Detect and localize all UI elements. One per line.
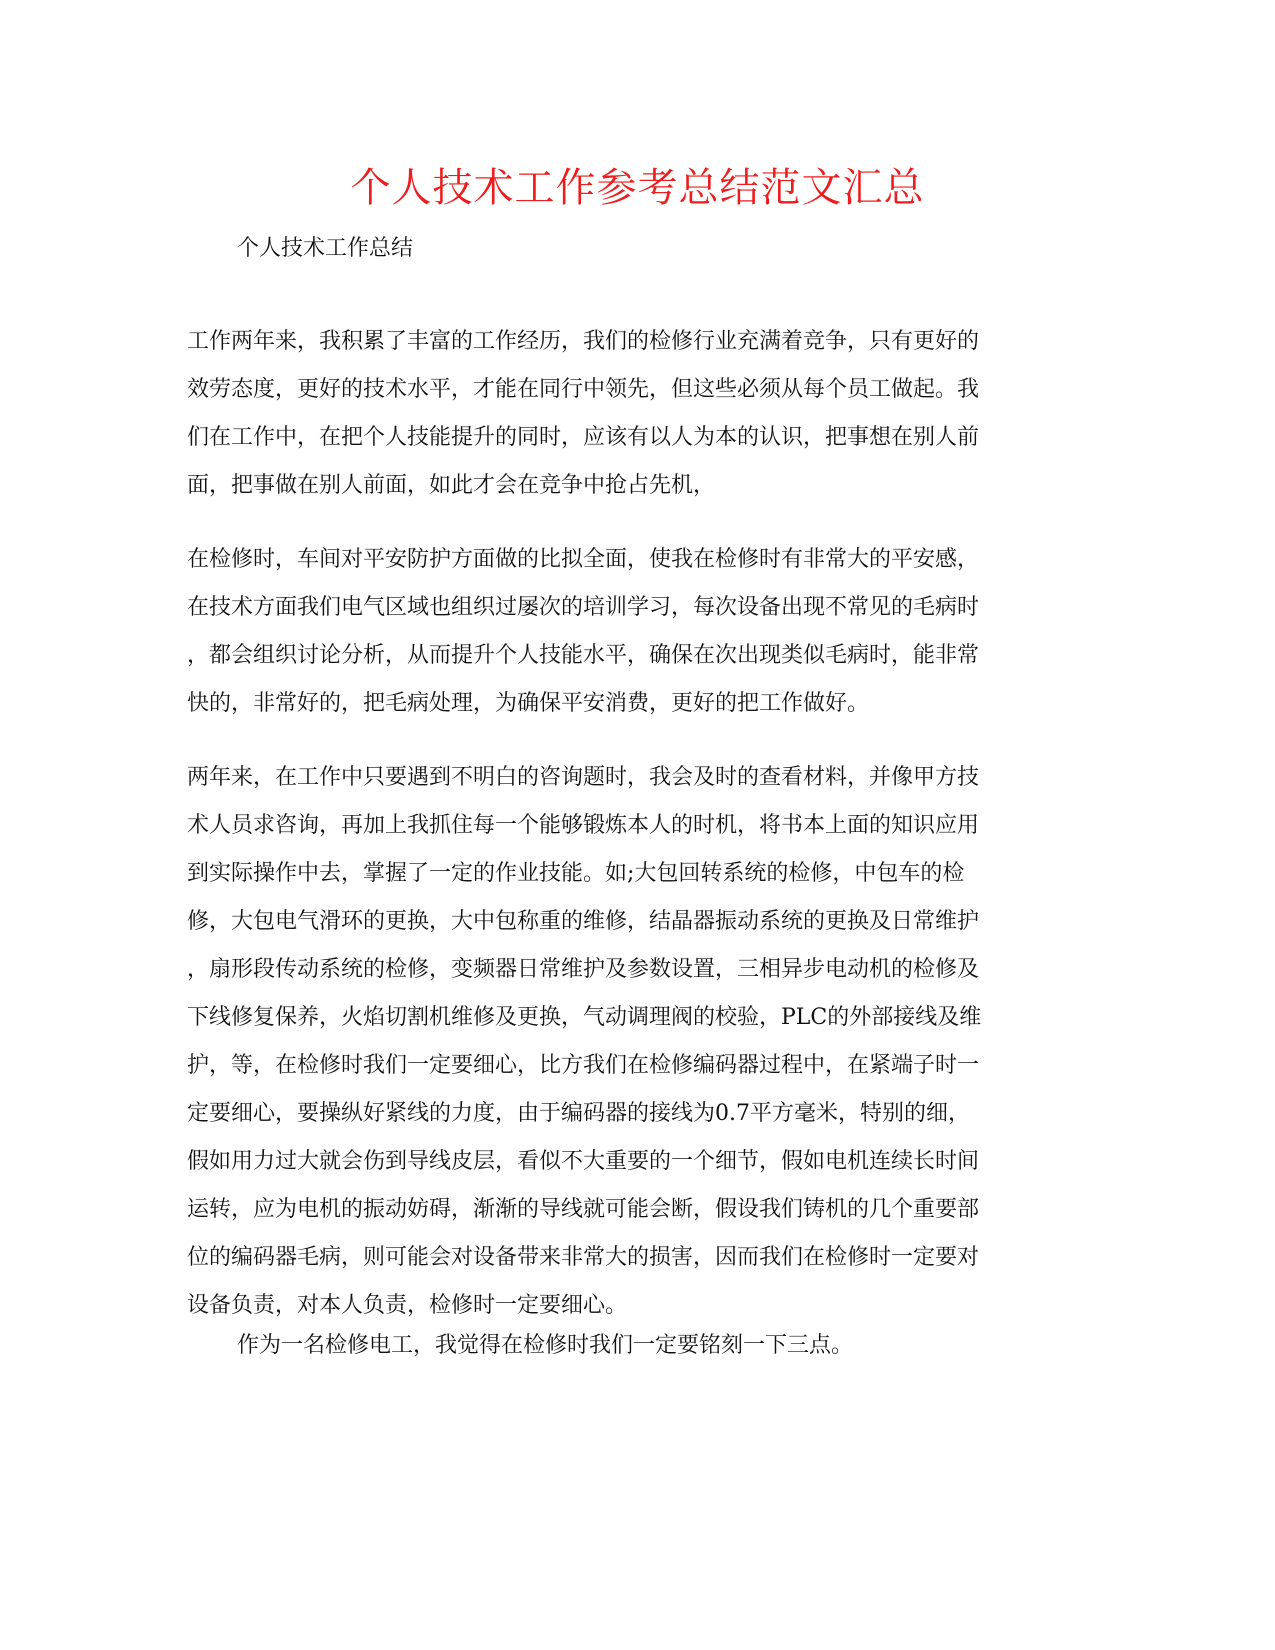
paragraph-line: 定要细心，要操纵好紧线的力度，由于编码器的接线为0.7平方毫米，特别的细，: [187, 1101, 970, 1126]
paragraph-line: 工作两年来，我积累了丰富的工作经历，我们的检修行业充满着竞争，只有更好的: [187, 329, 980, 354]
paragraph-line: 效劳态度，更好的技术水平，才能在同行中领先，但这些必须从每个员工做起。我: [187, 377, 980, 402]
paragraph-line: 下线修复保养，火焰切割机维修及更换，气动调理阀的校验，PLC的外部接线及维: [187, 1005, 982, 1030]
paragraph-line: 在检修时，车间对平安防护方面做的比拟全面，使我在检修时有非常大的平安感，: [187, 547, 980, 572]
paragraph-line: 运转，应为电机的振动妨碍，渐渐的导线就可能会断，假设我们铸机的几个重要部: [187, 1197, 980, 1222]
paragraph-line: 作为一名检修电工，我觉得在检修时我们一定要铭刻一下三点。: [237, 1333, 854, 1358]
paragraph-line: ，都会组织讨论分析，从而提升个人技能水平，确保在次出现类似毛病时，能非常: [187, 643, 980, 668]
paragraph-line: 快的，非常好的，把毛病处理，为确保平安消费，更好的把工作做好。: [187, 691, 870, 716]
paragraph-2: [187, 536, 1087, 728]
paragraph-line: 在技术方面我们电气区域也组织过屡次的培训学习，每次设备出现不常见的毛病时: [187, 595, 980, 620]
paragraph-line: ，扇形段传动系统的检修，变频器日常维护及参数设置，三相异步电动机的检修及: [187, 957, 980, 982]
paragraph-line: 两年来，在工作中只要遇到不明白的咨询题时，我会及时的查看材料，并像甲方技: [187, 765, 980, 790]
paragraph-line: 们在工作中，在把个人技能提升的同时，应该有以人为本的认识，把事想在别人前: [187, 425, 980, 450]
paragraph-line: 设备负责，对本人负责，检修时一定要细心。: [187, 1293, 628, 1318]
paragraph-line: 护，等，在检修时我们一定要细心，比方我们在检修编码器过程中，在紧端子时一: [187, 1053, 980, 1078]
paragraph-line: 术人员求咨询，再加上我抓住每一个能够锻炼本人的时机，将书本上面的知识应用: [187, 813, 980, 838]
document-title: 个人技术工作参考总结范文汇总: [350, 165, 925, 211]
paragraph-3: [187, 754, 1087, 1330]
paragraph-line: 到实际操作中去，掌握了一定的作业技能。如;大包回转系统的检修，中包车的检: [187, 861, 965, 886]
subtitle-line: 个人技术工作总结: [237, 236, 414, 261]
paragraph-line: 面，把事做在别人前面，如此才会在竞争中抢占先机，: [187, 473, 716, 498]
paragraph-line: 修，大包电气滑环的更换，大中包称重的维修，结晶器振动系统的更换及日常维护: [187, 909, 980, 934]
paragraph-line: 位的编码器毛病，则可能会对设备带来非常大的损害，因而我们在检修时一定要对: [187, 1245, 980, 1270]
paragraph-4: [237, 1322, 1137, 1370]
document-subtitle: [237, 225, 1137, 273]
paragraph-line: 假如用力过大就会伤到导线皮层，看似不大重要的一个细节，假如电机连续长时间: [187, 1149, 980, 1174]
paragraph-1: [187, 318, 1087, 510]
